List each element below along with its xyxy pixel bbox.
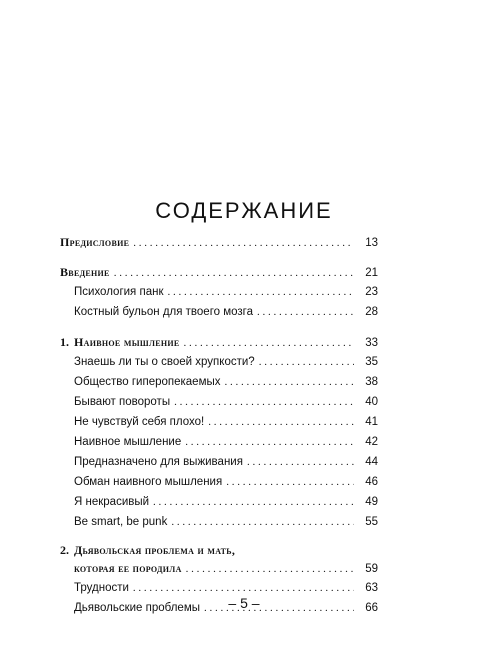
toc-leader: [226, 472, 354, 492]
toc-label: Предисловие: [60, 235, 130, 249]
toc-entry-sub[interactable]: [60, 392, 378, 412]
toc-leader: [208, 412, 354, 432]
toc-leader: [225, 372, 354, 392]
toc-label: Психология панк: [74, 286, 164, 298]
toc-entry-preface[interactable]: [60, 232, 378, 252]
toc-page-number: 41: [365, 416, 378, 428]
toc-label: Общество гиперопекаемых: [74, 376, 221, 388]
toc-number: 2.: [60, 543, 69, 557]
toc-page-number: 59: [365, 563, 378, 575]
page-number-footer: – 5 –: [228, 595, 260, 611]
toc-page-number: 49: [365, 496, 378, 508]
toc-label: Наивное мышление: [74, 335, 180, 349]
toc-page-number: 28: [365, 306, 378, 318]
toc-page-number: 66: [365, 602, 378, 614]
toc-entry-sub[interactable]: [60, 412, 378, 432]
toc-entry-introduction[interactable]: [60, 262, 378, 282]
toc-entry-chapter-1[interactable]: [60, 332, 378, 352]
toc-leader: [174, 392, 354, 412]
toc-label: Знаешь ли ты о своей хрупкости?: [74, 356, 255, 368]
page-title: СОДЕРЖАНИЕ: [155, 198, 333, 223]
toc-leader: [167, 282, 354, 302]
toc-leader: [171, 512, 354, 532]
toc-number: 1.: [60, 335, 69, 349]
toc-label: Не чувствуй себя плохо!: [74, 416, 205, 428]
toc-page-number: 55: [365, 516, 378, 528]
toc-entry-chapter-2-line1[interactable]: [60, 542, 378, 558]
toc-leader: [186, 559, 354, 579]
toc-label: Предназначено для выживания: [74, 456, 243, 468]
toc-leader: [259, 352, 354, 372]
toc-label: Введение: [60, 265, 110, 279]
toc-label: Я некрасивый: [74, 496, 150, 508]
toc-label: которая ее породила: [74, 561, 182, 575]
toc-label: Костный бульон для твоего мозга: [74, 306, 254, 318]
toc-entry-sub[interactable]: [60, 282, 378, 302]
toc-leader: [257, 302, 354, 322]
toc-entry-sub[interactable]: [60, 472, 378, 492]
toc-page-number: 44: [365, 456, 378, 468]
toc-entry-sub[interactable]: [60, 452, 378, 472]
toc-page-number: 13: [365, 237, 378, 249]
toc-label: Трудности: [74, 582, 129, 594]
toc-entry-sub[interactable]: [60, 302, 378, 322]
toc-entry-sub[interactable]: [60, 352, 378, 372]
toc-leader: [133, 233, 354, 253]
toc-leader: [247, 452, 354, 472]
toc-entry-chapter-2[interactable]: [60, 558, 378, 578]
toc-page-number: 46: [365, 476, 378, 488]
toc-page-number: 33: [365, 337, 378, 349]
table-of-contents: [60, 232, 378, 618]
toc-entry-sub[interactable]: [60, 492, 378, 512]
toc-label: Бывают повороты: [74, 396, 171, 408]
toc-entry-sub[interactable]: [60, 512, 378, 532]
toc-page-number: 21: [365, 267, 378, 279]
toc-page-number: 40: [365, 396, 378, 408]
toc-page-number: 38: [365, 376, 378, 388]
toc-page-number: 63: [365, 582, 378, 594]
toc-leader: [184, 333, 354, 353]
toc-page-number: 35: [365, 356, 378, 368]
toc-entry-sub[interactable]: [60, 372, 378, 392]
toc-label: Дьявольские проблемы: [74, 602, 200, 614]
toc-label: Be smart, be punk: [74, 516, 168, 528]
toc-leader: [185, 432, 354, 452]
toc-page-number: 23: [365, 286, 378, 298]
toc-label: Наивное мышление: [74, 436, 182, 448]
toc-page-number: 42: [365, 436, 378, 448]
toc-leader: [153, 492, 354, 512]
toc-label: Дьявольская проблема и мать,: [74, 543, 236, 557]
toc-entry-sub[interactable]: [60, 432, 378, 452]
toc-label: Обман наивного мышления: [74, 476, 223, 488]
toc-leader: [114, 263, 354, 283]
